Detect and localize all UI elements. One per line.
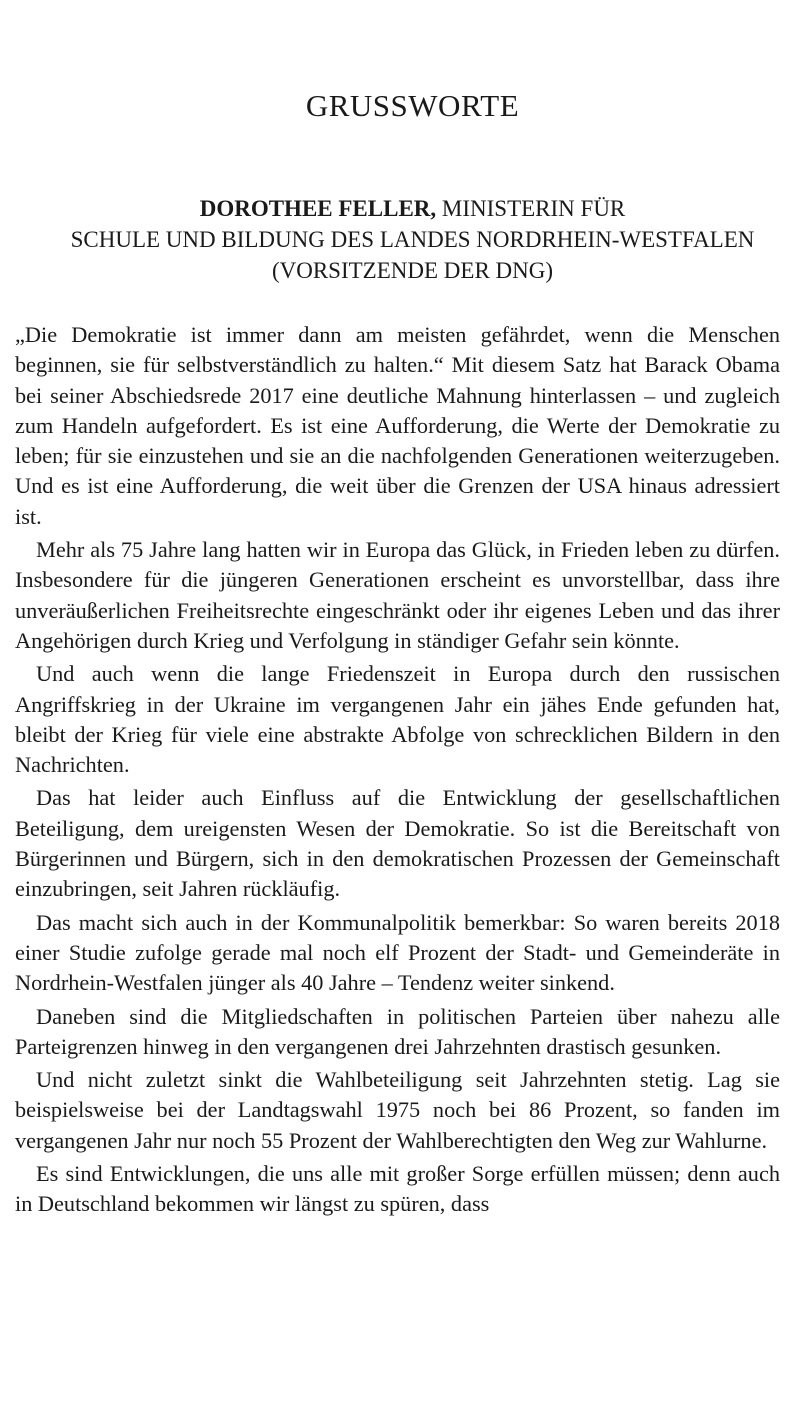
author-role-line2: SCHULE UND BILDUNG DES LANDES NORDRHEIN-WESTFALEN <box>70 227 755 252</box>
paragraph: Und auch wenn die lange Friedenszeit in Europa durch den russischen Angriffskrieg in der Ukraine im vergangenen Jahr ein jähes Ende gefunden hat, bleibt der Krieg für viele eine abstrakte Abfolge von schrecklichen Bildern in den Nachrichten. <box>15 661 780 778</box>
author-role-part1: MINISTERIN FÜR <box>436 196 626 221</box>
author-line-1 <box>15 193 800 224</box>
author-heading <box>15 193 800 286</box>
paragraph: Das macht sich auch in der Kommunalpolitik bemerkbar: So waren bereits 2018 einer Studie zufolge gerade mal noch elf Prozent der Stadt- und Gemeinderäte in Nordrhein-Westfalen jünger als 40 Jahre – Tendenz weiter sinkend. <box>15 909 780 996</box>
paragraph: Daneben sind die Mitgliedschaften in politischen Parteien über nahezu alle Parteigrenzen hinweg in den vergangenen drei Jahrzehnten drastisch gesunken. <box>15 1003 780 1059</box>
paragraph: Das hat leider auch Einfluss auf die Entwicklung der gesellschaftlichen Beteiligung, dem ureigensten Wesen der Demokratie. So ist die Bereitschaft von Bürgerinnen und Bürgern, sich in den demokratischen Prozessen der Gemeinschaft einzubringen, seit Jahren rückläufig. <box>15 785 780 902</box>
author-role-line3: (VORSITZENDE DER DNG) <box>271 258 554 283</box>
body-text <box>15 320 780 1223</box>
paragraph: Mehr als 75 Jahre lang hatten wir in Europa das Glück, in Frieden leben zu dürfen. Insbesondere für die jüngeren Generationen erscheint es unvorstellbar, dass ihre unveräußerlichen Freiheitsrechte eingeschränkt oder ihr eigenes Leben und das ihrer Angehörigen durch Krieg und Verfolgung in ständiger Gefahr sein könnte. <box>15 537 780 653</box>
paragraph: „Die Demokratie ist immer dann am meisten gefährdet, wenn die Menschen beginnen, sie für selbstverständlich zu halten.“ Mit diesem Satz hat Barack Obama bei seiner Abschiedsrede 2017 eine deutliche Mahnung hinterlassen – und zugleich zum Handeln aufgefordert. Es ist eine Aufforderung, die Werte der Demokratie zu leben; für sie einzustehen und sie an die nachfolgenden Generationen weiterzugeben. Und es ist eine Aufforderung, die weit über die Grenzen der USA hinaus adressiert ist. <box>15 322 780 529</box>
paragraph: Es sind Entwicklungen, die uns alle mit großer Sorge erfüllen müssen; denn auch in Deutschland bekommen wir längst zu spüren, dass <box>15 1161 780 1217</box>
section-title: GRUSSWORTE <box>305 88 520 123</box>
author-name: DOROTHEE FELLER, <box>199 196 437 221</box>
paragraph: Und nicht zuletzt sinkt die Wahlbeteiligung seit Jahrzehnten stetig. Lag sie beispielsweise bei der Landtagswahl 1975 noch bei 86 Prozent, so fanden im vergangenen Jahr nur noch 55 Prozent der Wahlberechtigten den Weg zur Wahlurne. <box>15 1067 780 1153</box>
